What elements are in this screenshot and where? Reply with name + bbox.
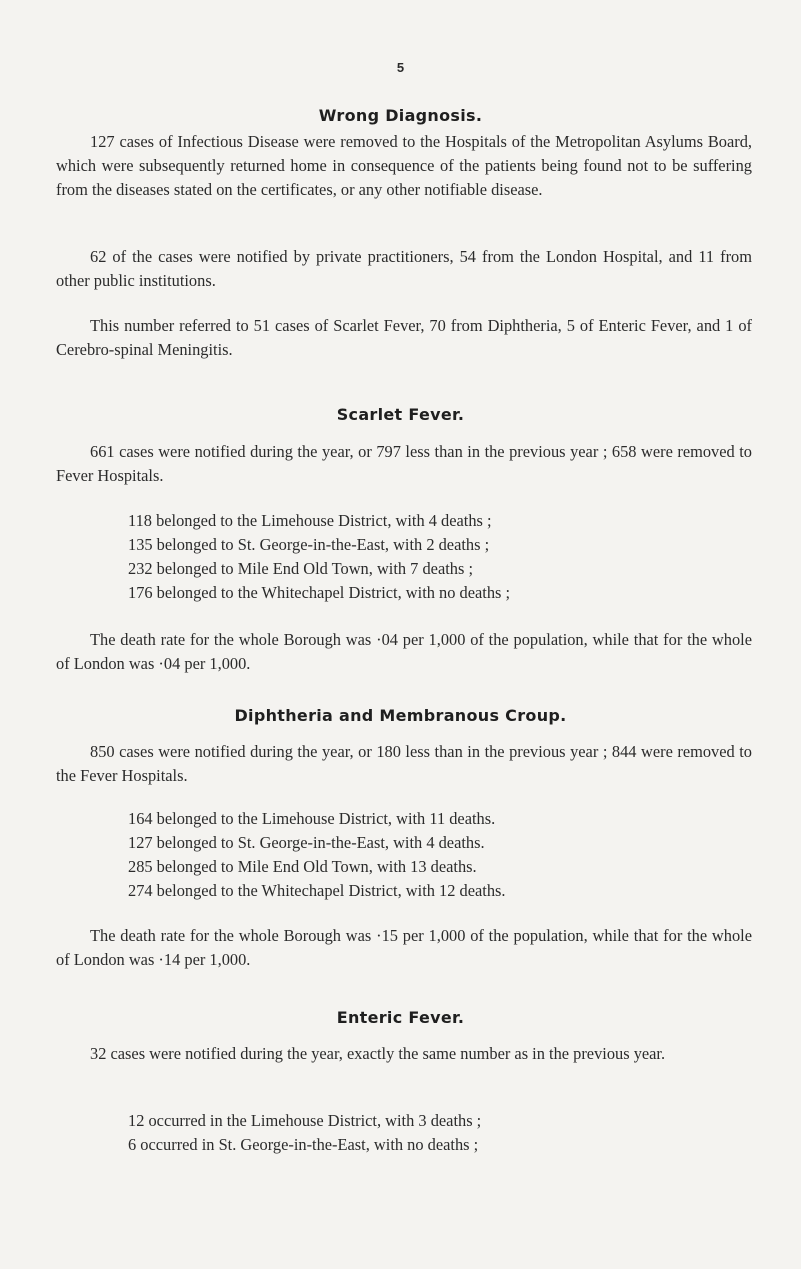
paragraph-wrong-diagnosis-1: 127 cases of Infectious Disease were removed to the Hospitals of the Metropolitan Asylums Board, which were subsequently returned home in consequence of the patients being found not to be suffering from the diseases stated on the certificates, or any other notifiable disease. bbox=[56, 132, 752, 199]
paragraph-diphtheria-death-rate: The death rate for the whole Borough was ·15 per 1,000 of the population, while that for the whole of London was ·14 per 1,000. bbox=[56, 926, 752, 969]
paragraph-enteric-fever-intro: 32 cases were notified during the year, exactly the same number as in the previous year. bbox=[90, 1044, 666, 1063]
paragraph-scarlet-fever-intro: 661 cases were notified during the year, or 797 less than in the previous year ; 658 were removed to Fever Hospitals. bbox=[56, 442, 752, 485]
list-item: 12 occurred in the Limehouse District, with 3 deaths ; bbox=[128, 1111, 482, 1130]
list-scarlet-fever-districts bbox=[128, 509, 748, 605]
list-item: 285 belonged to Mile End Old Town, with 13 deaths. bbox=[128, 857, 477, 876]
list-item: 118 belonged to the Limehouse District, with 4 deaths ; bbox=[128, 511, 492, 530]
list-item: 135 belonged to St. George-in-the-East, with 2 deaths ; bbox=[128, 535, 490, 554]
list-item: 127 belonged to St. George-in-the-East, with 4 deaths. bbox=[128, 833, 485, 852]
list-item: 274 belonged to the Whitechapel District, with 12 deaths. bbox=[128, 881, 506, 900]
paragraph-wrong-diagnosis-3: This number referred to 51 cases of Scarlet Fever, 70 from Diphtheria, 5 of Enteric Fever, and 1 of Cerebro-spinal Meningitis. bbox=[56, 316, 752, 359]
list-item: 6 occurred in St. George-in-the-East, with no deaths ; bbox=[128, 1135, 479, 1154]
list-diphtheria-districts bbox=[128, 807, 748, 903]
paragraph-scarlet-fever-death-rate: The death rate for the whole Borough was ·04 per 1,000 of the population, while that for the whole of London was ·04 per 1,000. bbox=[56, 630, 752, 673]
heading-diphtheria: Diphtheria and Membranous Croup. bbox=[234, 706, 567, 725]
list-item: 176 belonged to the Whitechapel District, with no deaths ; bbox=[128, 583, 511, 602]
paragraph-diphtheria-intro: 850 cases were notified during the year, or 180 less than in the previous year ; 844 were removed to the Fever Hospitals. bbox=[56, 742, 752, 785]
list-item: 232 belonged to Mile End Old Town, with 7 deaths ; bbox=[128, 559, 473, 578]
list-item: 164 belonged to the Limehouse District, with 11 deaths. bbox=[128, 809, 496, 828]
list-enteric-fever-districts bbox=[128, 1109, 748, 1157]
heading-enteric-fever: Enteric Fever. bbox=[336, 1008, 465, 1027]
paragraph-wrong-diagnosis-2: 62 of the cases were notified by private practitioners, 54 from the London Hospital, and 11 from other public institutions. bbox=[56, 247, 752, 290]
heading-scarlet-fever: Scarlet Fever. bbox=[336, 405, 465, 424]
heading-wrong-diagnosis: Wrong Diagnosis. bbox=[318, 106, 483, 125]
page-number: 5 bbox=[396, 60, 405, 75]
